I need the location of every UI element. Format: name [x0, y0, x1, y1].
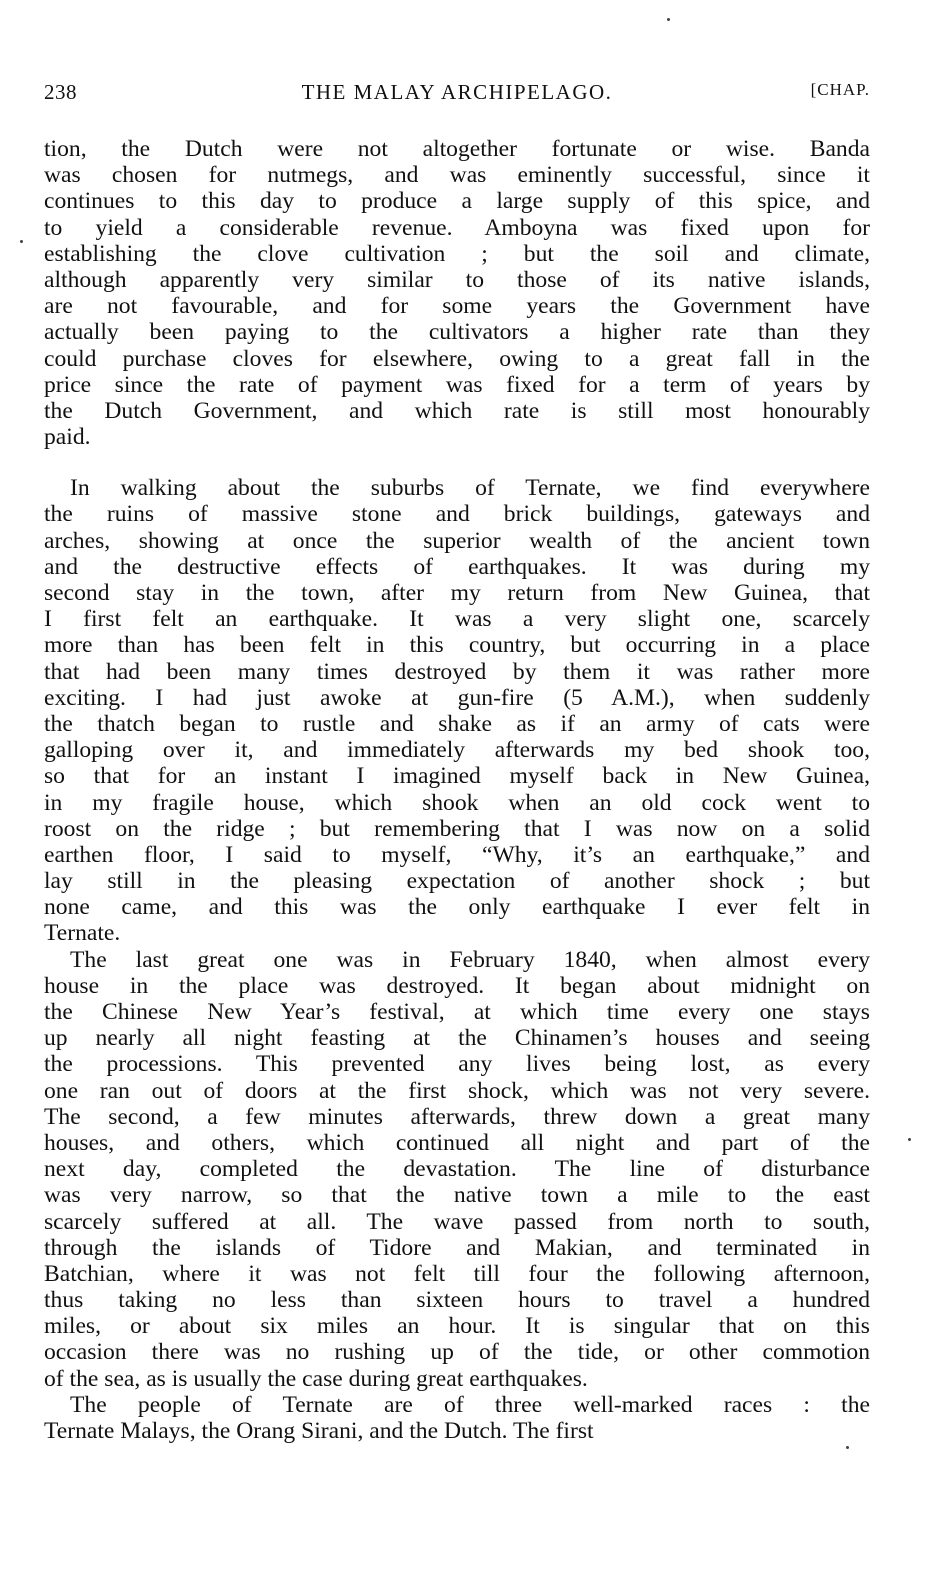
text-line: establishing the clove cultivation ; but the soil and climate,	[44, 240, 870, 267]
text-line: the ruins of massive stone and brick buildings, gateways and	[44, 501, 870, 528]
text-line: house in the place was destroyed. It began about midnight on	[44, 972, 870, 999]
text-line: scarcely suffered at all. The wave passed from north to south,	[44, 1208, 870, 1235]
paragraph	[44, 136, 870, 450]
text-line: was very narrow, so that the native town a mile to the east	[44, 1182, 870, 1209]
text-line: next day, completed the devastation. The line of disturbance	[44, 1156, 870, 1183]
chapter-mark: [CHAP.	[810, 80, 870, 99]
text-line: second stay in the town, after my return from New Guinea, that	[44, 580, 870, 606]
text-line: was chosen for nutmegs, and was eminently successful, since it	[44, 162, 870, 189]
text-line: arches, showing at once the superior wealth of the ancient town	[44, 527, 870, 554]
paragraph	[44, 1392, 870, 1444]
text-line: The people of Ternate are of three well-marked races : the	[70, 1391, 870, 1418]
print-speck	[846, 1446, 849, 1449]
text-line: one ran out of doors at the first shock, which was not very severe.	[44, 1077, 870, 1104]
text-line: galloping over it, and immediately afterwards my bed shook too,	[44, 737, 870, 764]
text-line: In walking about the suburbs of Ternate, we find everywhere	[70, 475, 870, 502]
text-line: none came, and this was the only earthquake I ever felt in	[44, 894, 870, 921]
text-line: lay still in the pleasing expectation of another shock ; but	[44, 868, 870, 895]
text-line: the Dutch Government, and which rate is still most honourably	[44, 397, 870, 424]
text-line: are not favourable, and for some years the Government have	[44, 293, 870, 320]
paragraph	[44, 947, 870, 1392]
paragraph	[44, 475, 870, 946]
body-text	[44, 136, 870, 1444]
print-speck	[667, 18, 670, 21]
text-line: the processions. This prevented any lives being lost, as every	[44, 1051, 870, 1078]
text-line: so that for an instant I imagined myself back in New Guinea,	[44, 763, 870, 790]
paragraph-gap	[44, 450, 870, 475]
text-line: roost on the ridge ; but remembering that I was now on a solid	[44, 815, 870, 842]
text-line: Ternate Malays, the Orang Sirani, and the Dutch. The first	[44, 1418, 594, 1444]
text-line: actually been paying to the cultivators a higher rate than they	[44, 319, 870, 346]
text-line: Batchian, where it was not felt till four the following afternoon,	[44, 1260, 870, 1287]
text-line: miles, or about six miles an hour. It is singular that on this	[44, 1313, 870, 1340]
text-line: Ternate.	[44, 920, 121, 947]
text-line: exciting. I had just awoke at gun-fire (5 A.M.), when suddenly	[44, 684, 870, 711]
text-line: occasion there was no rushing up of the tide, or other commotion	[44, 1339, 870, 1366]
text-line: through the islands of Tidore and Makian, and terminated in	[44, 1234, 870, 1261]
print-speck	[908, 1138, 911, 1141]
running-head	[44, 80, 870, 110]
text-line: houses, and others, which continued all night and part of the	[44, 1129, 870, 1156]
text-line: that had been many times destroyed by them it was rather more	[44, 658, 870, 685]
text-line: of the sea, as is usually the case during great earthquakes.	[44, 1365, 588, 1392]
text-line: although apparently very similar to those of its native islands,	[44, 266, 870, 293]
text-line: The last great one was in February 1840, when almost every	[70, 946, 870, 973]
text-line: continues to this day to produce a large supply of this spice, and	[44, 188, 870, 215]
text-line: more than has been felt in this country, but occurring in a place	[44, 632, 870, 659]
text-line: up nearly all night feasting at the Chinamen’s houses and seeing	[44, 1025, 870, 1052]
text-line: The second, a few minutes afterwards, threw down a great many	[44, 1103, 870, 1130]
text-line: the Chinese New Year’s festival, at which time every one stays	[44, 999, 870, 1025]
book-title: THE MALAY ARCHIPELAGO.	[301, 80, 613, 104]
print-speck	[20, 240, 23, 243]
text-line: thus taking no less than sixteen hours to travel a hundred	[44, 1287, 870, 1314]
text-line: tion, the Dutch were not altogether fortunate or wise. Banda	[44, 136, 870, 162]
text-line: in my fragile house, which shook when an old cock went to	[44, 789, 870, 816]
text-line: I first felt an earthquake. It was a very slight one, scarcely	[44, 606, 870, 633]
text-line: paid.	[44, 424, 91, 451]
text-line: and the destructive effects of earthquakes. It was during my	[44, 553, 870, 580]
text-line: price since the rate of payment was fixed for a term of years by	[44, 371, 870, 398]
text-line: the thatch began to rustle and shake as if an army of cats were	[44, 710, 870, 737]
text-line: to yield a considerable revenue. Amboyna was fixed upon for	[44, 214, 870, 241]
text-line: could purchase cloves for elsewhere, owing to a great fall in the	[44, 345, 870, 372]
page-number: 238	[44, 80, 77, 104]
text-line: earthen floor, I said to myself, “Why, it’s an earthquake,” and	[44, 841, 870, 868]
